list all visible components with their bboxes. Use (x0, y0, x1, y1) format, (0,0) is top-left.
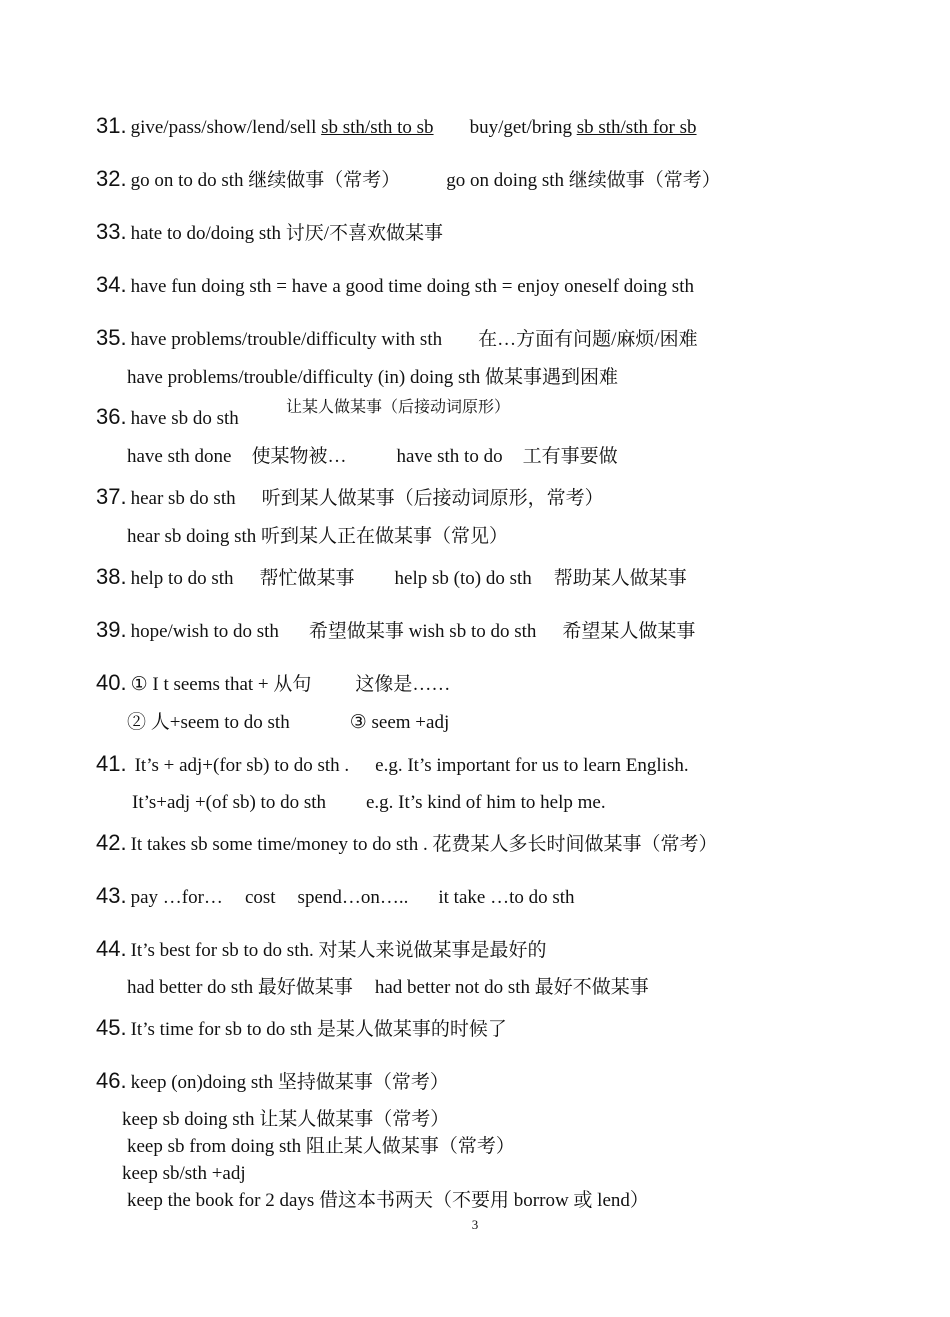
item-number: 39. (96, 617, 127, 642)
item-number: 33. (96, 219, 127, 244)
item-number: 36. (96, 404, 127, 429)
item-34 (96, 273, 694, 299)
item-text-underlined: sb sth/sth to sb (321, 117, 434, 138)
item-35-line-2 (127, 366, 618, 390)
item-text: It’s time for sb to do sth 是某人做某事的时候了 (130, 1019, 507, 1040)
item-text-underlined: sb sth/sth for sb (576, 117, 697, 138)
item-44 (96, 937, 546, 963)
item-text: ① I t seems that + 从句 (130, 674, 312, 695)
item-36 (96, 405, 239, 431)
item-text: it take …to do sth (438, 887, 575, 908)
item-text: have problems/trouble/difficulty with sth (130, 329, 443, 350)
item-text: It’s + adj+(for sb) to do sth . (134, 755, 350, 776)
item-text: hear sb do sth (130, 488, 236, 509)
item-number: 42. (96, 830, 127, 855)
item-number: 32. (96, 166, 127, 191)
item-text: had better do sth 最好做某事 (127, 977, 353, 998)
item-text: keep sb doing sth 让某人做某事（常考） (122, 1109, 450, 1130)
item-number: 46. (96, 1068, 127, 1093)
item-number: 31. (96, 113, 127, 138)
item-41 (96, 752, 689, 778)
item-text: 希望某人做某事 (562, 621, 696, 642)
item-text: keep sb from doing sth 阻止某人做某事（常考） (127, 1136, 515, 1157)
item-number: 41. (96, 751, 127, 776)
item-number: 45. (96, 1015, 127, 1040)
item-text: keep (on)doing sth 坚持做某事（常考） (130, 1072, 449, 1093)
item-text: hate to do/doing sth 讨厌/不喜欢做某事 (130, 223, 444, 244)
item-36-note (286, 396, 510, 420)
item-text: cost (244, 887, 276, 908)
item-37 (96, 485, 604, 511)
item-text: e.g. It’s kind of him to help me. (366, 792, 606, 813)
item-number: 40. (96, 670, 127, 695)
item-44-line-2 (127, 976, 649, 1000)
item-text: It’s best for sb to do sth. 对某人来说做某事是最好的 (130, 940, 547, 961)
item-text: go on doing sth 继续做事（常考） (446, 170, 721, 191)
item-text: 使某物被… (251, 446, 347, 467)
item-45 (96, 1016, 507, 1042)
item-text: help sb (to) do sth (394, 568, 532, 589)
item-32 (96, 167, 721, 193)
item-text: hope/wish to do sth (130, 621, 279, 642)
item-38 (96, 565, 687, 591)
item-text: have sth done (127, 446, 232, 467)
item-text: had better not do sth 最好不做某事 (374, 977, 649, 998)
item-number: 34. (96, 272, 127, 297)
item-text: 希望做某事 wish sb to do sth (308, 621, 537, 642)
page-number: 3 (471, 1217, 479, 1232)
item-text: 帮助某人做某事 (553, 568, 687, 589)
item-text: have sth to do (396, 446, 503, 467)
item-number: 44. (96, 936, 127, 961)
item-note: 让某人做某事（后接动词原形） (286, 399, 511, 416)
item-text: hear sb doing sth 听到某人正在做某事（常见） (127, 526, 509, 547)
item-text: It takes sb some time/money to do sth . 花费某人多长时间做某事（常考） (130, 834, 718, 855)
item-42 (96, 831, 717, 857)
item-46 (96, 1069, 449, 1095)
item-text: 工有事要做 (522, 446, 618, 467)
item-31 (96, 114, 697, 140)
item-number: 38. (96, 564, 127, 589)
item-46-line-2 (122, 1108, 449, 1132)
item-text: have problems/trouble/difficulty (in) doing sth 做某事遇到困难 (127, 367, 618, 388)
item-number: 35. (96, 325, 127, 350)
item-text: spend…on….. (297, 887, 409, 908)
item-text: help to do sth (130, 568, 234, 589)
item-number: 43. (96, 883, 127, 908)
item-36-line-2 (127, 445, 618, 469)
item-37-line-2 (127, 525, 508, 549)
item-text: keep the book for 2 days 借这本书两天（不要用 borrow 或 lend） (127, 1190, 649, 1211)
item-43 (96, 884, 575, 910)
item-text: give/pass/show/lend/sell (130, 117, 322, 138)
item-text: ③ seem +adj (349, 712, 450, 733)
item-33 (96, 220, 443, 246)
item-text: 这像是…… (355, 674, 451, 695)
item-text: 帮忙做某事 (259, 568, 355, 589)
item-46-line-3 (127, 1135, 515, 1159)
item-text: e.g. It’s important for us to learn English. (375, 755, 689, 776)
item-46-line-4 (122, 1162, 246, 1186)
item-text: keep sb/sth +adj (122, 1163, 246, 1184)
item-text: It’s+adj +(of sb) to do sth (132, 792, 326, 813)
item-number: 37. (96, 484, 127, 509)
item-35 (96, 326, 698, 352)
item-41-line-2 (132, 791, 606, 815)
item-46-line-5 (127, 1189, 649, 1213)
item-text: buy/get/bring (469, 117, 577, 138)
item-text: pay …for… (130, 887, 223, 908)
item-text: 在…方面有问题/麻烦/困难 (478, 329, 698, 350)
item-text: have fun doing sth = have a good time doing sth = enjoy oneself doing sth (130, 276, 694, 297)
item-text: have sb do sth (130, 408, 239, 429)
item-40 (96, 671, 450, 697)
item-39 (96, 618, 695, 644)
item-text: ② 人+seem to do sth (127, 712, 290, 733)
item-text: go on to do sth 继续做事（常考） (130, 170, 401, 191)
item-text: 听到某人做某事（后接动词原形，常考） (261, 488, 604, 509)
item-40-line-2 (127, 711, 449, 735)
